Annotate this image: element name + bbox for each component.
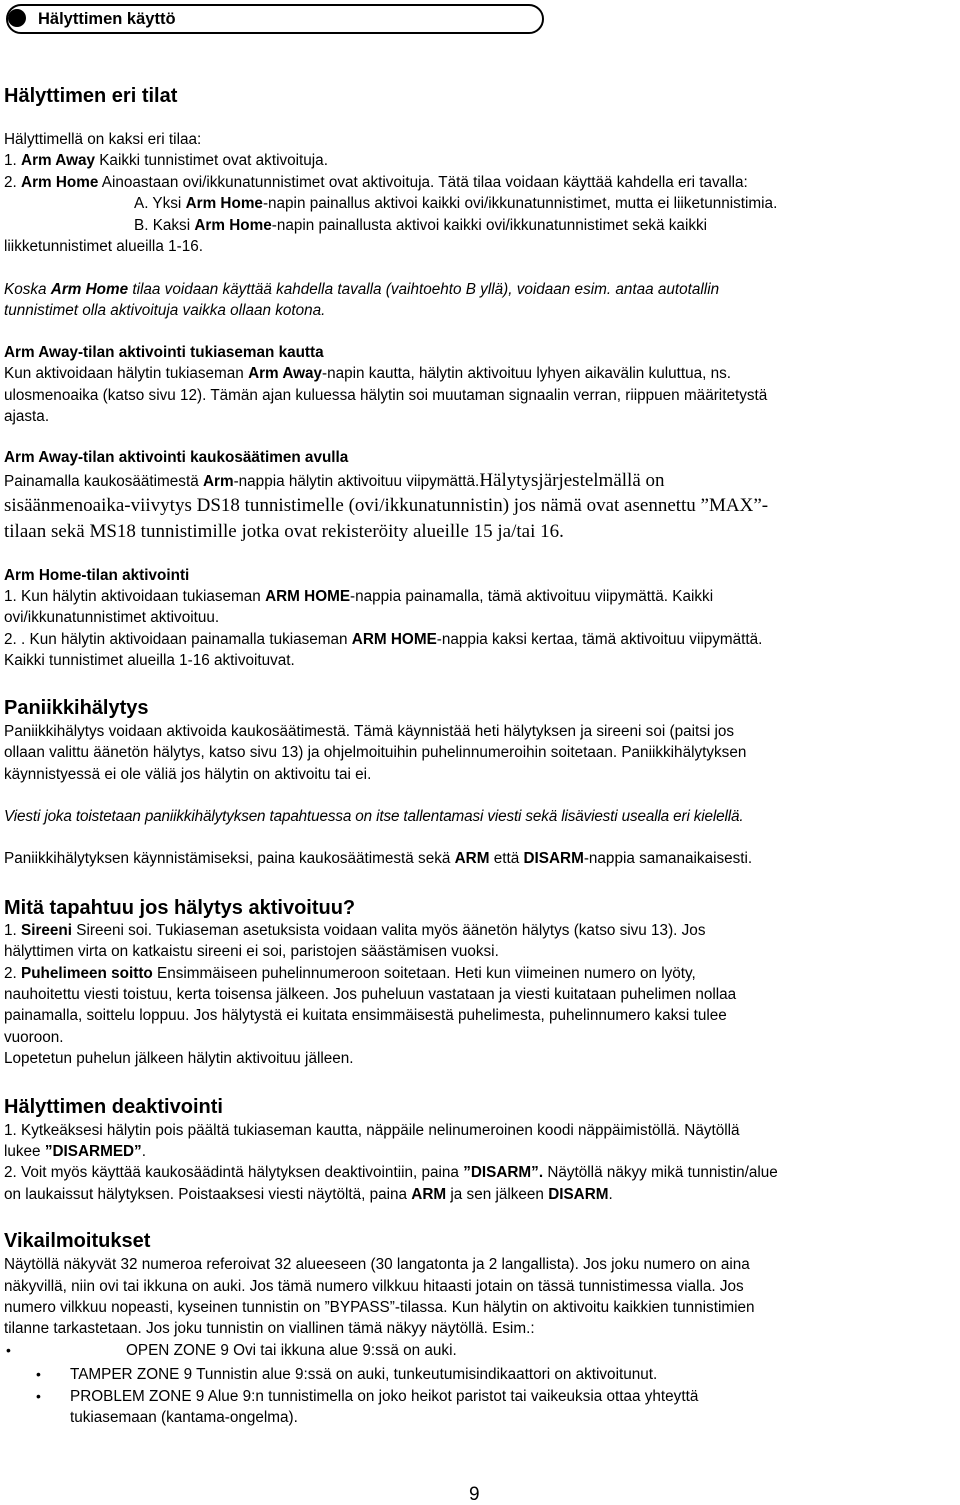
list-item: OPEN ZONE 9 Ovi tai ikkuna alue 9:ssä on auki. (126, 1342, 457, 1359)
heading-vikailmoitukset: Vikailmoitukset (4, 1230, 151, 1252)
text-line: Koska Arm Home tilaa voidaan käyttää kahdella tavalla (vaihtoehto B yllä), voidaan esim. antaa autotallin (4, 281, 720, 298)
text-line: 1. Kytkeäksesi hälytin pois päältä tukiaseman kautta, näppäile nelinumeroinen koodi näppäimistöllä. Näytöllä (4, 1122, 740, 1139)
heading-mita-tapahtuu: Mitä tapahtuu jos hälytys aktivoituu? (4, 897, 356, 919)
text-line: Kaikki tunnistimet alueilla 1-16 aktivoituvat. (4, 652, 295, 669)
list-item: PROBLEM ZONE 9 Alue 9:n tunnistimella on joko heikot paristot tai vaikeuksia ottaa yhteyttä (70, 1388, 699, 1405)
text-line: 2. Voit myös käyttää kaukosäädintä hälytyksen deaktivointiin, paina ”DISARM”. Näytöllä näkyy mikä tunnistin/alue (4, 1164, 778, 1181)
heading-paniikkihalytys: Paniikkihälytys (4, 697, 149, 719)
text-line: 1. Kun hälytin aktivoidaan tukiaseman ARM HOME-nappia painamalla, tämä aktivoituu viipymättä. Kaikki (4, 588, 714, 605)
text-line: 2. . Kun hälytin aktivoidaan painamalla tukiaseman ARM HOME-nappia kaksi kertaa, tämä aktivoituu viipymättä. (4, 631, 763, 648)
text-line: Hälyttimellä on kaksi eri tilaa: (4, 131, 202, 148)
text-line: Paniikkihälytyksen käynnistämiseksi, paina kaukosäätimestä sekä ARM että DISARM-nappia samanaikaisesti. (4, 850, 753, 867)
text-line: 1. Sireeni Sireeni soi. Tukiaseman asetuksista voidaan valita myös äänetön hälytys (katso sivu 13). Jos (4, 922, 706, 939)
subheading-arm-away-kaukosaadin: Arm Away-tilan aktivointi kaukosäätimen avulla (4, 449, 349, 466)
text-line: ovi/ikkunatunnistimet aktivoituu. (4, 609, 220, 626)
text-line: käynnistyessä ei ole väliä jos hälytin on aktivoitu tai ei. (4, 766, 372, 783)
text-line: vuoroon. (4, 1029, 64, 1046)
section-header-title: Hälyttimen käyttö (38, 10, 176, 28)
text-line: nauhoitettu viesti toistuu, kerta toisensa jälkeen. Jos puheluun vastataan ja viesti kuitataan puhelimen nollaa (4, 986, 737, 1003)
bullet-icon: • (36, 1366, 41, 1382)
text-line: B. Kaksi Arm Home-napin painallusta aktivoi kaikki ovi/ikkunatunnistimet sekä kaikki (134, 217, 708, 234)
text-line: tilaan sekä MS18 tunnistimille jotka ovat rekisteröity alueille 15 ja/tai 16. (4, 521, 564, 542)
heading-deaktivointi: Hälyttimen deaktivointi (4, 1096, 223, 1118)
text-line: tunnistimet olla aktivoituja vaikka ollaan kotona. (4, 302, 326, 319)
text-line: 2. Arm Home Ainoastaan ovi/ikkunatunnistimet ovat aktivoituja. Tätä tilaa voidaan käyttää kahdella eri tavalla: (4, 174, 748, 191)
text-line: Viesti joka toistetaan paniikkihälytyksen tapahtuessa on itse tallentamasi viesti sekä lisäviesti usealla eri kielellä. (4, 808, 744, 825)
text-line: A. Yksi Arm Home-napin painallus aktivoi kaikki ovi/ikkunatunnistimet, mutta ei liiketunnistimia. (134, 195, 778, 212)
bullet-icon: • (6, 1342, 11, 1358)
text-line: on laukaissut hälytyksen. Poistaaksesi viesti näytöltä, paina ARM ja sen jälkeen DISARM. (4, 1186, 613, 1203)
text-line: Näytöllä näkyvät 32 numeroa referoivat 32 alueeseen (30 langatonta ja 2 langallista). Jos joku numero on aina (4, 1256, 750, 1273)
text-line: Painamalla kaukosäätimestä Arm-nappia hälytin aktivoituu viipymättä.Hälytysjärjestelmällä on (4, 470, 665, 491)
text-line: näkyvillä, niin ovi tai ikkuna on auki. Jos tämä numero vilkkuu hitaasti jotain on tässä tunnistimessa vialla. Jos (4, 1278, 744, 1295)
text-line: tilanne tarkastetaan. Jos joku tunnistin on viallinen tämä näkyy näytöllä. Esim.: (4, 1320, 535, 1337)
text-line: Lopetetun puhelun jälkeen hälytin aktivoituu jälleen. (4, 1050, 354, 1067)
text-line: ajasta. (4, 408, 50, 425)
text-line: Kun aktivoidaan hälytin tukiaseman Arm Away-napin kautta, hälytin aktivoituu lyhyen aikavälin kuluttua, ns. (4, 365, 732, 382)
text-line: 1. Arm Away Kaikki tunnistimet ovat aktivoituja. (4, 152, 328, 169)
text-line: hälyttimen virta on katkaistu sireeni ei soi, paristojen säästämisen vuoksi. (4, 943, 499, 960)
subheading-arm-home: Arm Home-tilan aktivointi (4, 567, 190, 584)
text-line: sisäänmenoaika-viivytys DS18 tunnistimelle (ovi/ikkunatunnistin) jos nämä ovat asennettu ”MAX”- (4, 495, 769, 516)
bullet-icon: • (36, 1388, 41, 1404)
text-line: lukee ”DISARMED”. (4, 1143, 146, 1160)
list-item: TAMPER ZONE 9 Tunnistin alue 9:ssä on auki, tunkeutumisindikaattori on aktivoitunut. (70, 1366, 658, 1383)
page-number: 9 (469, 1484, 480, 1505)
text-line: numero vilkkuu nopeasti, kyseinen tunnistin on ”BYPASS”-tilassa. Kun hälytin on aktivoitu kaikkien tunnistimien (4, 1299, 755, 1316)
subheading-arm-away-tukiasema: Arm Away-tilan aktivointi tukiaseman kautta (4, 344, 324, 361)
header-bullet-icon (8, 9, 26, 27)
text-line: ulosmenoaika (katso sivu 12). Tämän ajan kuluessa hälytin soi muutaman signaalin verran, riippuen määritetystä (4, 387, 768, 404)
list-item-continuation: tukiasemaan (kantama-ongelma). (70, 1409, 298, 1426)
text-line: painamalla, soittelu loppuu. Jos hälytystä ei kuitata ensimmäisestä puhelimesta, puhelinnumero kaksi tulee (4, 1007, 727, 1024)
text-line: liikketunnistimet alueilla 1-16. (4, 238, 203, 255)
text-line: Paniikkihälytys voidaan aktivoida kaukosäätimestä. Tämä käynnistää heti hälytyksen ja sireeni soi (paitsi jos (4, 723, 735, 740)
text-line: 2. Puhelimeen soitto Ensimmäiseen puhelinnumeroon soitetaan. Heti kun viimeinen numero on lyöty, (4, 965, 696, 982)
text-line: ollaan valittu äänetön hälytys, katso sivu 13) ja ohjelmoituihin puhelinnumeroihin soitetaan. Paniikkihälytyksen (4, 744, 747, 761)
heading-halyttimen-eri-tilat: Hälyttimen eri tilat (4, 85, 178, 107)
